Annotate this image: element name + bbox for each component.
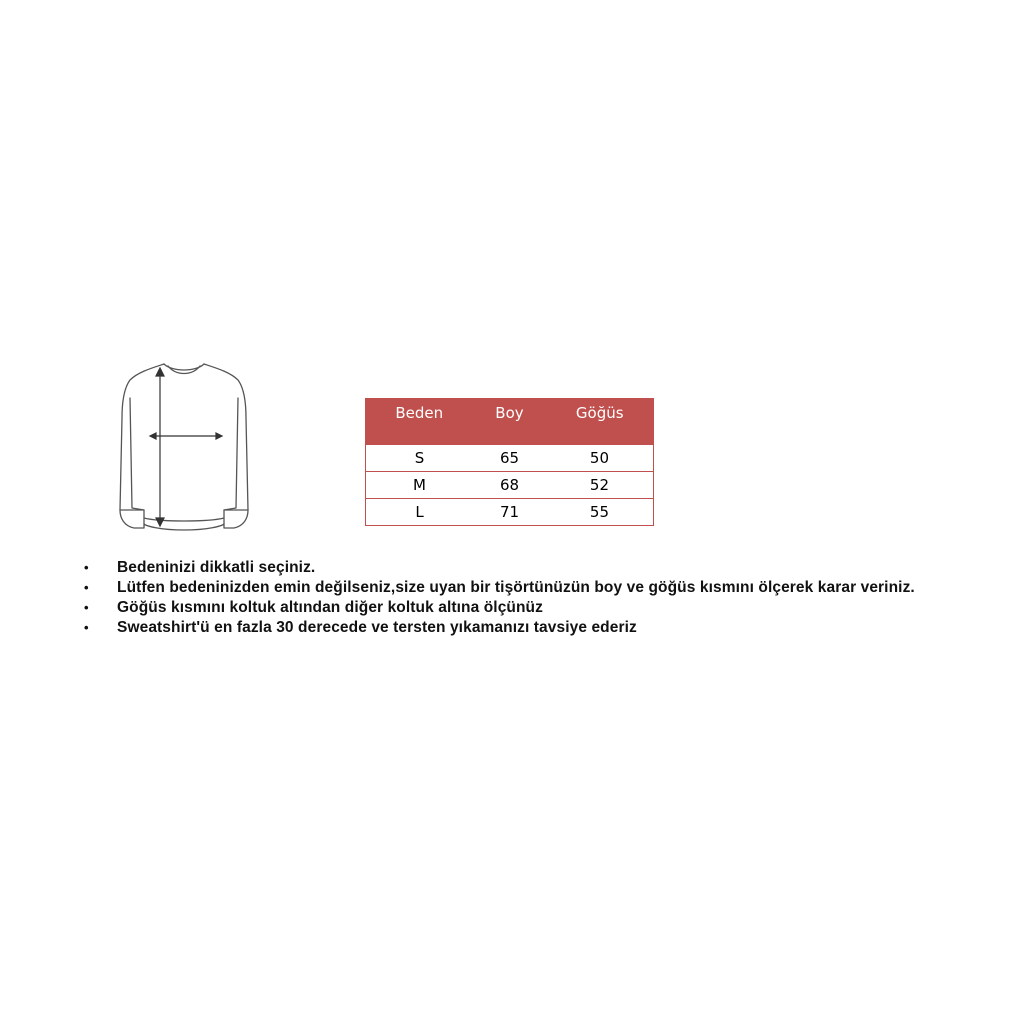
sweatshirt-measurement-icon [100, 358, 268, 536]
bullet-icon: • [84, 620, 89, 635]
length-cell: 68 [473, 472, 546, 499]
table-row [366, 499, 654, 526]
bullet-icon: • [84, 600, 89, 615]
table-row [366, 472, 654, 499]
size-cell: S [366, 445, 474, 472]
note-text: Bedeninizi dikkatli seçiniz. [117, 559, 316, 576]
bullet-icon: • [84, 580, 89, 595]
list-item [84, 578, 964, 598]
size-chart-table [365, 398, 654, 526]
header-beden: Beden [366, 399, 474, 445]
list-item [84, 558, 964, 578]
note-text: Sweatshirt'ü en fazla 30 derecede ve tersten yıkamanızı tavsiye ederiz [117, 619, 637, 636]
note-text: Göğüs kısmını koltuk altından diğer koltuk altına ölçünüz [117, 599, 543, 616]
chest-cell: 50 [546, 445, 654, 472]
note-text: Lütfen bedeninizden emin değilseniz,size uyan bir tişörtünüzün boy ve göğüs kısmını ölçerek karar veriniz. [117, 579, 915, 596]
table-header-row [366, 399, 654, 445]
chest-cell: 52 [546, 472, 654, 499]
bullet-icon: • [84, 560, 89, 575]
length-cell: 65 [473, 445, 546, 472]
size-cell: M [366, 472, 474, 499]
list-item [84, 618, 964, 638]
size-cell: L [366, 499, 474, 526]
header-gogus: Göğüs [546, 399, 654, 445]
list-item [84, 598, 964, 618]
table-row [366, 445, 654, 472]
chest-cell: 55 [546, 499, 654, 526]
header-boy: Boy [473, 399, 546, 445]
care-instructions-list [84, 558, 964, 638]
length-cell: 71 [473, 499, 546, 526]
